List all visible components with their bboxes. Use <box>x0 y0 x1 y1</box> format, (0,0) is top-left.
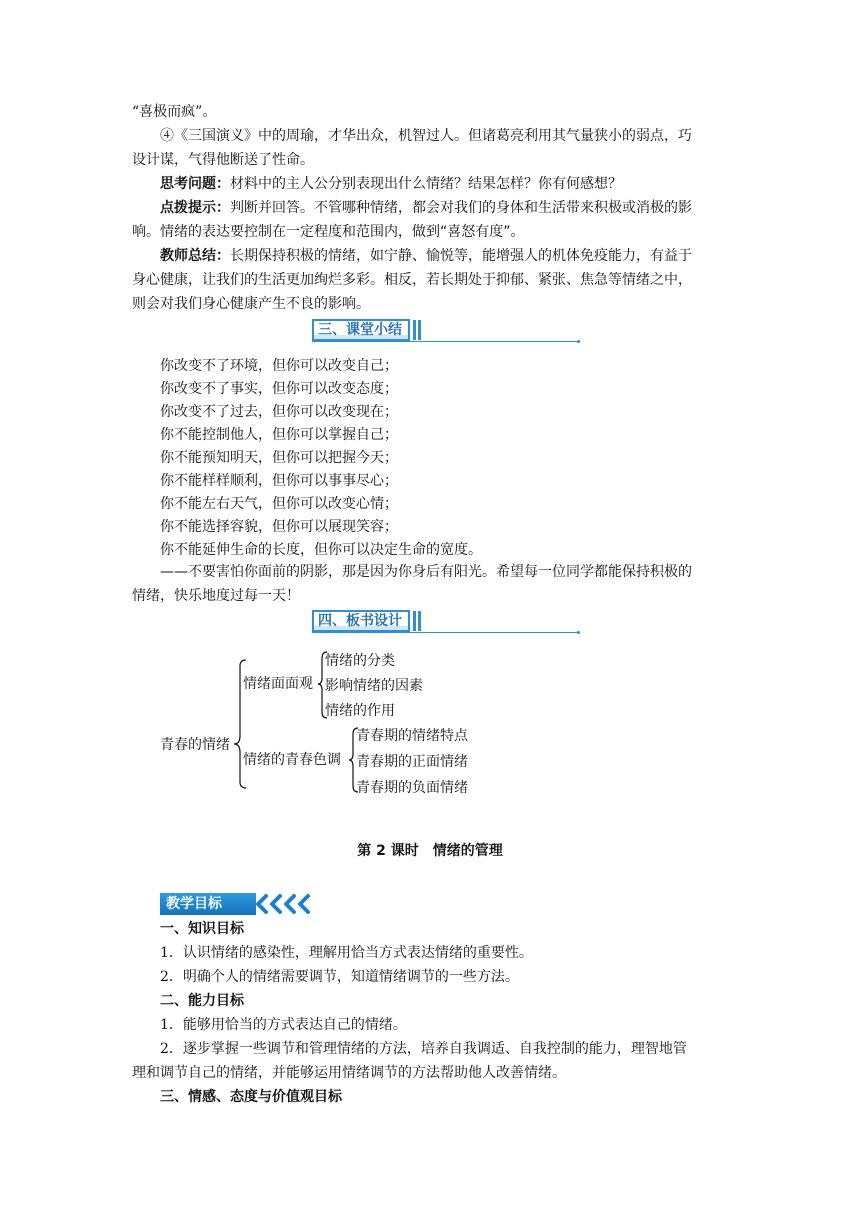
attitude-heading: 三、情感、态度与价值观目标 <box>160 1089 342 1105</box>
summary-line: 你改变不了过去，但你可以改变现在； <box>160 404 398 420</box>
text-line: 则会对我们身心健康产生不良的影响。 <box>132 296 370 312</box>
goal-item: 理和调节自己的情绪，并能够运用情绪调节的方法帮助他人改善情绪。 <box>132 1065 566 1081</box>
think-question: 思考问题：材料中的主人公分别表现出什么情绪？结果怎样？你有何感想？ <box>160 176 622 192</box>
board-leaf: 青春期的正面情绪 <box>356 754 468 770</box>
summary-paragraph: 教师总结：长期保持积极的情绪，如宁静、愉悦等，能增强人的机体免疫能力，有益于 <box>160 248 692 264</box>
closing-line: 情绪，快乐地度过每一天！ <box>132 588 300 604</box>
think-label: 思考问题： <box>160 176 230 192</box>
summary-line: 你不能控制他人，但你可以掌握自己； <box>160 427 398 443</box>
chevron-left-icon <box>252 893 312 915</box>
hint-label: 点拨提示： <box>160 200 230 216</box>
board-leaf: 青春期的负面情绪 <box>356 780 468 796</box>
summary-line: 你改变不了事实，但你可以改变态度； <box>160 381 398 397</box>
teaching-goals-tag: 教学目标 <box>160 893 256 915</box>
summary-line: 你不能延伸生命的长度，但你可以决定生命的宽度。 <box>160 542 482 558</box>
summary-line: 你不能预知明天，但你可以把握今天； <box>160 450 398 466</box>
text-line: “喜极而疯”。 <box>132 104 217 120</box>
board-branch: 情绪的青春色调 <box>243 752 341 768</box>
text-line: 响。情绪的表达要控制在一定程度和范围内，做到“喜怒有度”。 <box>132 224 525 240</box>
goal-item: 2．逐步掌握一些调节和管理情绪的方法，培养自我调适、自我控制的能力，理智地管 <box>160 1041 687 1057</box>
lesson-title: 第 2 课时 情绪的管理 <box>357 843 503 859</box>
text-line: ④《三国演义》中的周瑜，才华出众，机智过人。但诸葛亮利用其气量狭小的弱点，巧 <box>160 128 692 144</box>
board-leaf: 影响情绪的因素 <box>325 678 423 694</box>
goal-item: 1．认识情绪的感染性，理解用恰当方式表达情绪的重要性。 <box>160 945 533 961</box>
summary-label: 教师总结： <box>160 248 230 264</box>
summary-line: 你不能样样顺利，但你可以事事尽心； <box>160 473 398 489</box>
board-leaf: 情绪的分类 <box>325 653 395 669</box>
knowledge-heading: 一、知识目标 <box>160 921 244 937</box>
text-line: 设计谋，气得他断送了性命。 <box>132 152 314 168</box>
board-branch: 情绪面面观 <box>243 676 313 692</box>
hint-paragraph: 点拨提示：判断并回答。不管哪种情绪，都会对我们的身体和生活带来积极或消极的影 <box>160 200 692 216</box>
text-line: 身心健康，让我们的生活更加绚烂多彩。相反，若长期处于抑郁、紧张、焦急等情绪之中， <box>132 272 692 288</box>
summary-line: 你不能选择容貌，但你可以展现笑容； <box>160 519 398 535</box>
board-root: 青春的情绪 <box>160 737 230 753</box>
goal-item: 1．能够用恰当的方式表达自己的情绪。 <box>160 1017 407 1033</box>
section-heading: 三、课堂小结 <box>312 319 410 341</box>
section-heading: 四、板书设计 <box>312 610 410 632</box>
board-leaf: 情绪的作用 <box>325 703 395 719</box>
board-leaf: 青春期的情绪特点 <box>356 728 468 744</box>
closing-line: ——不要害怕你面前的阴影，那是因为你身后有阳光。希望每一位同学都能保持积极的 <box>160 564 692 580</box>
summary-line: 你不能左右天气，但你可以改变心情； <box>160 496 398 512</box>
goal-item: 2．明确个人的情绪需要调节，知道情绪调节的一些方法。 <box>160 969 519 985</box>
summary-line: 你改变不了环境，但你可以改变自己； <box>160 358 398 374</box>
ability-heading: 二、能力目标 <box>160 993 244 1009</box>
